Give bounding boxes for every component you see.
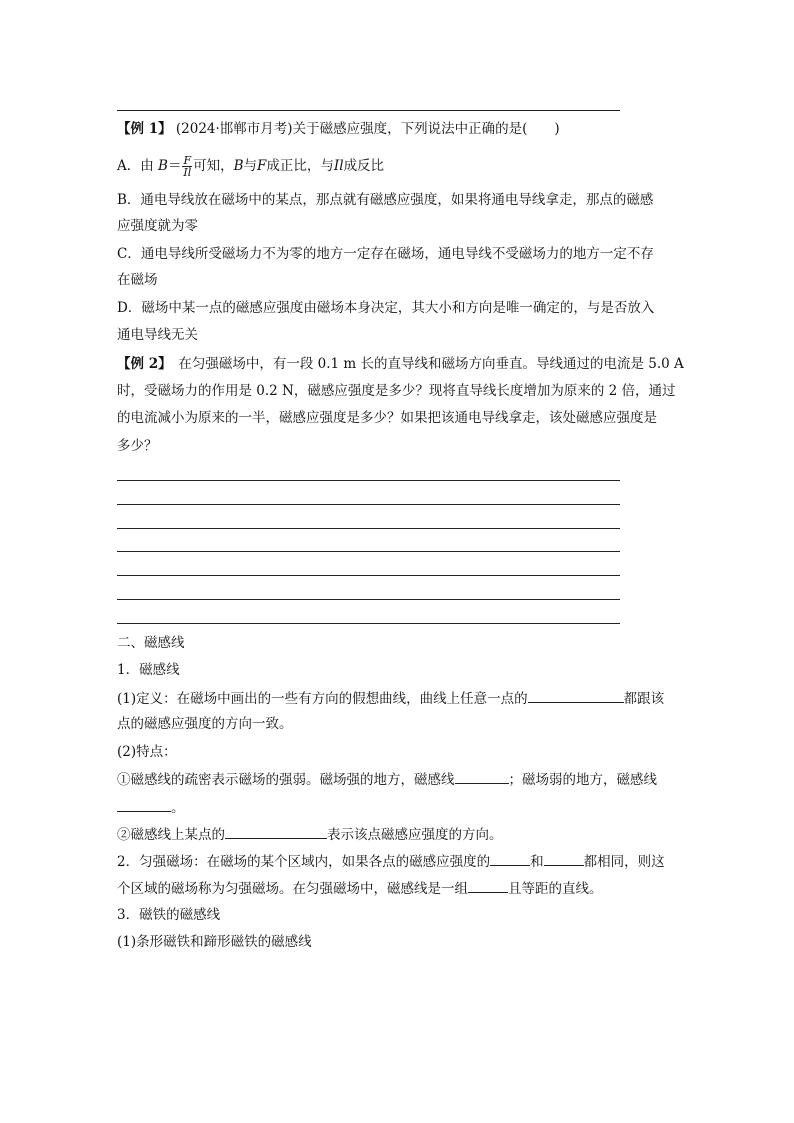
features-title: (2)特点： <box>117 744 177 760</box>
fill-blank[interactable] <box>455 769 509 784</box>
answer-line[interactable] <box>117 480 620 481</box>
uniform-field-line-2: 个区域的磁场称为匀强磁场。在匀强磁场中，磁感线是一组 且等距的直线。 <box>117 878 680 899</box>
fill-blank[interactable] <box>490 851 530 866</box>
uniform-field-line-1: 2．匀强磁场：在磁场的某个区域内，如果各点的磁感应强度的 和 都相同，则这 <box>117 851 680 872</box>
fill-blank[interactable] <box>528 688 624 703</box>
answer-line[interactable] <box>117 575 620 576</box>
example-2-line-1: 【例 2】 在匀强磁场中，有一段 0.1 m 长的直导线和磁场方向垂直。导线通过的电流是 5.0 A <box>117 356 684 372</box>
option-b-line-2: 应强度就为零 <box>117 218 198 234</box>
definition-line-1: (1)定义：在磁场中画出的一些有方向的假想曲线，曲线上任意一点的 都跟该 <box>117 688 680 709</box>
option-d-line-1: D．磁场中某一点的磁感应强度由磁场本身决定，其大小和方向是唯一确定的，与是否放入 <box>117 300 655 316</box>
option-c-line-2: 在磁场 <box>117 272 158 288</box>
fill-blank[interactable] <box>468 878 508 893</box>
answer-line[interactable] <box>117 528 620 529</box>
example-1-question: 【例 1】 (2024·邯郸市月考)关于磁感应强度，下列说法中正确的是( ) <box>117 121 560 137</box>
example-2-line-3: 的电流减小为原来的一半，磁感应强度是多少？如果把该通电导线拿走，该处磁感应强度是 <box>117 410 657 426</box>
answer-line[interactable] <box>117 599 620 600</box>
fill-blank[interactable] <box>544 851 584 866</box>
answer-line[interactable] <box>117 623 620 624</box>
answer-line[interactable] <box>117 504 620 505</box>
top-rule <box>117 110 620 111</box>
fill-blank[interactable] <box>225 824 327 839</box>
example-2-line-4: 多少？ <box>117 438 158 454</box>
example-2-label: 【例 2】 <box>117 356 165 372</box>
feature-1-line-2: 。 <box>117 797 680 818</box>
fraction-f-over-il: $\frac{F}{Il}$ <box>183 154 192 179</box>
feature-2: ②磁感线上某点的 表示该点磁感应强度的方向。 <box>117 824 680 845</box>
feature-1-line-1: ①磁感线的疏密表示磁场的强弱。磁场强的地方，磁感线 ；磁场弱的地方，磁感线 <box>117 769 680 790</box>
option-a: A．由 B＝ $\frac{F}{Il}$ 可知，B与F成正比，与Il成反比 <box>117 154 385 179</box>
option-c-line-1: C．通电导线所受磁场力不为零的地方一定存在磁场，通电导线不受磁场力的地方一定不存 <box>117 246 654 262</box>
subsection-3-sub: (1)条形磁铁和蹄形磁铁的磁感线 <box>117 934 312 950</box>
example-1-label: 【例 1】 <box>117 121 172 137</box>
fill-blank[interactable] <box>117 797 171 812</box>
definition-line-2: 点的磁感应强度的方向一致。 <box>117 716 293 732</box>
answer-line[interactable] <box>117 551 620 552</box>
example-2-line-2: 时，受磁场力的作用是 0.2 N，磁感应强度是多少？现将直导线长度增加为原来的 2 倍，通过 <box>117 383 676 399</box>
section-heading: 二、磁感线 <box>117 635 185 651</box>
option-b-line-1: B．通电导线放在磁场中的某点，那点就有磁感应强度，如果将通电导线拿走，那点的磁感 <box>117 192 654 208</box>
subsection-3-title: 3．磁铁的磁感线 <box>117 907 221 923</box>
option-d-line-2: 通电导线无关 <box>117 327 198 343</box>
subsection-1-title: 1．磁感线 <box>117 662 180 678</box>
